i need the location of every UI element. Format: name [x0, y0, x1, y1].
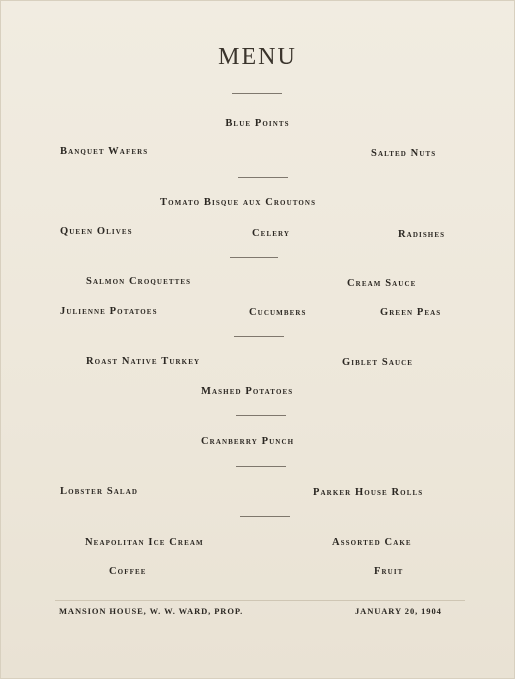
dish-cranberry-punch: Cranberry Punch	[201, 436, 295, 447]
divider	[236, 466, 286, 467]
dish-green-peas: Green Peas	[380, 307, 442, 318]
dish-mashed-potatoes: Mashed Potatoes	[201, 386, 294, 397]
dish-coffee: Coffee	[109, 566, 147, 577]
dish-cucumbers: Cucumbers	[249, 307, 307, 318]
divider	[234, 336, 284, 337]
dish-giblet-sauce: Giblet Sauce	[342, 357, 414, 368]
dish-salmon-croquettes: Salmon Croquettes	[86, 276, 192, 287]
dish-tomato-bisque: Tomato Bisque aux Croutons	[160, 197, 317, 208]
dish-assorted-cake: Assorted Cake	[332, 537, 412, 548]
divider	[230, 257, 278, 258]
dish-roast-turkey: Roast Native Turkey	[86, 356, 201, 367]
divider	[232, 93, 282, 94]
dish-neapolitan-ice-cream: Neapolitan Ice Cream	[85, 537, 204, 548]
dish-salted-nuts: Salted Nuts	[371, 148, 437, 159]
divider	[236, 415, 286, 416]
dish-parker-house-rolls: Parker House Rolls	[313, 487, 424, 498]
dish-julienne-potatoes: Julienne Potatoes	[60, 306, 158, 317]
footer-proprietor: MANSION HOUSE, W. W. WARD, PROP.	[59, 606, 244, 616]
dish-lobster-salad: Lobster Salad	[60, 486, 139, 497]
dish-queen-olives: Queen Olives	[60, 226, 133, 237]
dish-celery: Celery	[252, 228, 291, 239]
footer-divider	[55, 600, 465, 601]
dish-banquet-wafers: Banquet Wafers	[60, 146, 149, 157]
divider	[240, 516, 290, 517]
dish-radishes: Radishes	[398, 229, 446, 240]
dish-blue-points: Blue Points	[225, 118, 290, 129]
menu-title: MENU	[218, 44, 297, 70]
dish-fruit: Fruit	[374, 566, 404, 577]
dish-cream-sauce: Cream Sauce	[347, 278, 417, 289]
divider	[238, 177, 288, 178]
footer-date: JANUARY 20, 1904	[355, 606, 442, 616]
